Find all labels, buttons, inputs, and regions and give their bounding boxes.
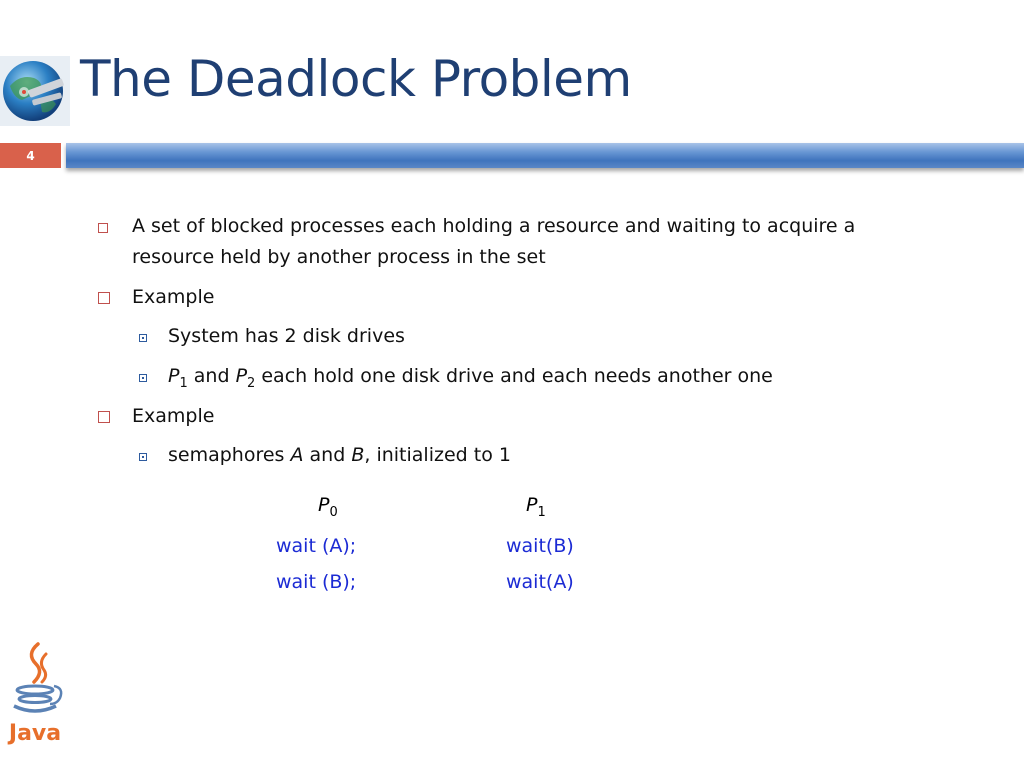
p1-code-line-2: wait(A) (506, 571, 574, 593)
process-p1-header (526, 494, 546, 520)
bullet-text-example-1: Example (132, 286, 215, 308)
p0-code-line-2: wait (B); (276, 571, 357, 593)
and-text: and (187, 365, 236, 387)
semaphores-text: semaphores (168, 444, 291, 466)
p1-head-sub: 1 (537, 504, 546, 520)
filled-square-bullet-icon (139, 374, 147, 382)
initialized-text: , initialized to 1 (364, 444, 511, 466)
sub-bullet-text-2 (168, 361, 773, 399)
p0-code-line-1: wait (A); (276, 535, 357, 557)
java-logo-text: Java (8, 721, 62, 746)
p2-label: P (235, 365, 248, 387)
hollow-square-bullet-icon (98, 292, 110, 304)
p0-sub: 0 (329, 504, 338, 520)
p1-label: P (168, 365, 180, 387)
and-text-2: and (303, 444, 352, 466)
sub-bullet-text-1: System has 2 disk drives (168, 325, 405, 347)
sub-bullet-text-3 (168, 440, 511, 471)
java-logo-icon (4, 640, 66, 750)
process-p0-header (318, 494, 338, 520)
slide-number-badge: 4 (0, 143, 61, 168)
bullet-text-example-2: Example (132, 405, 215, 427)
filled-square-bullet-icon (139, 453, 147, 461)
p2-sub: 2 (247, 375, 256, 391)
hollow-square-bullet-icon (98, 223, 108, 233)
sub2-rest-text: each hold one disk drive and each needs another one (255, 365, 773, 387)
p1-sub: 1 (179, 375, 188, 391)
filled-square-bullet-icon (139, 334, 147, 342)
p1-head-label: P (526, 494, 538, 516)
bullet-text-1a: A set of blocked processes each holding a resource and waiting to acquire a (132, 215, 856, 237)
semaphore-b: B (351, 444, 365, 466)
p0-label: P (318, 494, 330, 516)
hollow-square-bullet-icon (98, 411, 110, 423)
p1-code-line-1: wait(B) (506, 535, 574, 557)
bullet-text-1b: resource held by another process in the set (132, 246, 546, 268)
semaphore-a: A (290, 444, 304, 466)
slide-title: The Deadlock Problem (80, 50, 632, 108)
